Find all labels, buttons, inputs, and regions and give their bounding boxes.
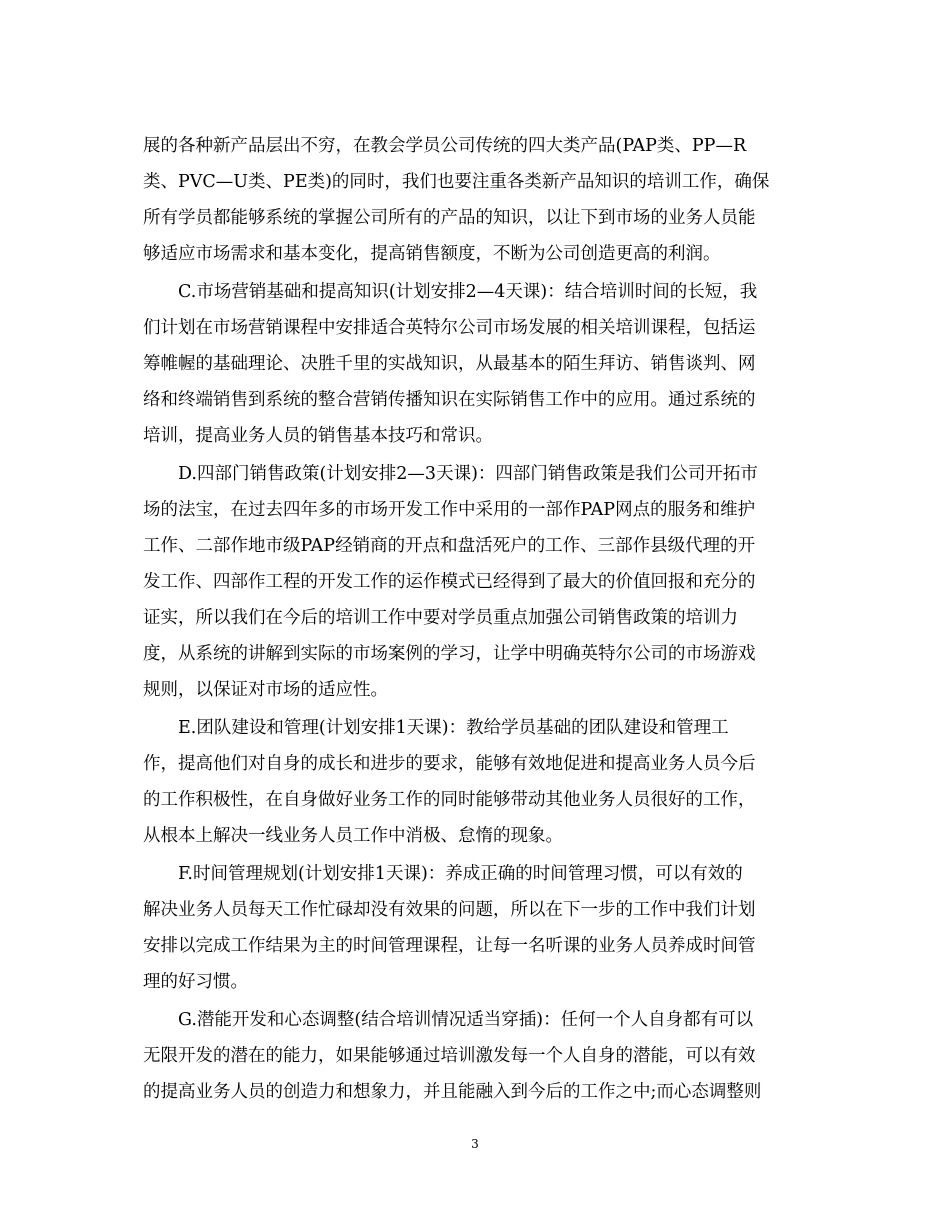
text-line: 类、PVC—U类、PE类)的同时，我们也要注重各类新产品知识的培训工作，确保: [143, 172, 770, 192]
text-line: 所有学员都能够系统的掌握公司所有的产品的知识，以让下到市场的业务人员能: [143, 208, 756, 228]
text-line: D.四部门销售政策(计划安排2—3天课)：四部门销售政策是我们公司开拓市: [143, 464, 758, 484]
text-line: E.团队建设和管理(计划安排1天课)：教给学员基础的团队建设和管理工: [143, 718, 729, 738]
text-line: 展的各种新产品层出不穷，在教会学员公司传统的四大类产品(PAP类、PP—R: [143, 136, 747, 156]
text-line: 作，提高他们对自身的成长和进步的要求，能够有效地促进和提高业务人员今后: [143, 754, 756, 774]
text-line: 安排以完成工作结果为主的时间管理课程，让每一名听课的业务人员养成时间管: [143, 936, 756, 956]
text-line: 们计划在市场营销课程中安排适合英特尔公司市场发展的相关培训课程，包括运: [143, 318, 756, 338]
text-line: G.潜能开发和心态调整(结合培训情况适当穿插)：任何一个人自身都有可以: [143, 1010, 754, 1030]
text-line: 发工作、四部作工程的开发工作的运作模式已经得到了最大的价值回报和充分的: [143, 572, 756, 592]
text-line: 培训，提高业务人员的销售基本技巧和常识。: [143, 426, 493, 446]
text-line: 解决业务人员每天工作忙碌却没有效果的问题，所以在下一步的工作中我们计划: [143, 900, 756, 920]
text-line: F.时间管理规划(计划安排1天课)：养成正确的时间管理习惯，可以有效的: [143, 864, 743, 884]
page-number: 3: [471, 1137, 479, 1151]
text-line: 度，从系统的讲解到实际的市场案例的学习，让学中明确英特尔公司的市场游戏: [143, 644, 756, 664]
text-line: 工作、二部作地市级PAP经销商的开点和盘活死户的工作、三部作县级代理的开: [143, 536, 756, 556]
text-line: 规则，以保证对市场的适应性。: [143, 680, 388, 700]
text-line: 理的好习惯。: [143, 972, 248, 992]
text-line: 筹帷幄的基础理论、决胜千里的实战知识，从最基本的陌生拜访、销售谈判、网: [143, 354, 756, 374]
document-body: [143, 128, 805, 1110]
text-line: 的提高业务人员的创造力和想象力，并且能融入到今后的工作之中;而心态调整则: [143, 1082, 762, 1102]
text-line: C.市场营销基础和提高知识(计划安排2—4天课)：结合培训时间的长短，我: [143, 282, 758, 302]
text-line: 的工作积极性，在自身做好业务工作的同时能够带动其他业务人员很好的工作，: [143, 790, 756, 810]
text-line: 无限开发的潜在的能力，如果能够通过培训激发每一个人自身的潜能，可以有效: [143, 1046, 756, 1066]
text-line: 场的法宝，在过去四年多的市场开发工作中采用的一部作PAP网点的服务和维护: [143, 500, 756, 520]
text-line: 证实，所以我们在今后的培训工作中要对学员重点加强公司销售政策的培训力: [143, 608, 738, 628]
text-line: 够适应市场需求和基本变化，提高销售额度，不断为公司创造更高的利润。: [143, 244, 721, 264]
text-line: 从根本上解决一线业务人员工作中消极、怠惰的现象。: [143, 826, 563, 846]
text-line: 络和终端销售到系统的整合营销传播知识在实际销售工作中的应用。通过系统的: [143, 390, 756, 410]
